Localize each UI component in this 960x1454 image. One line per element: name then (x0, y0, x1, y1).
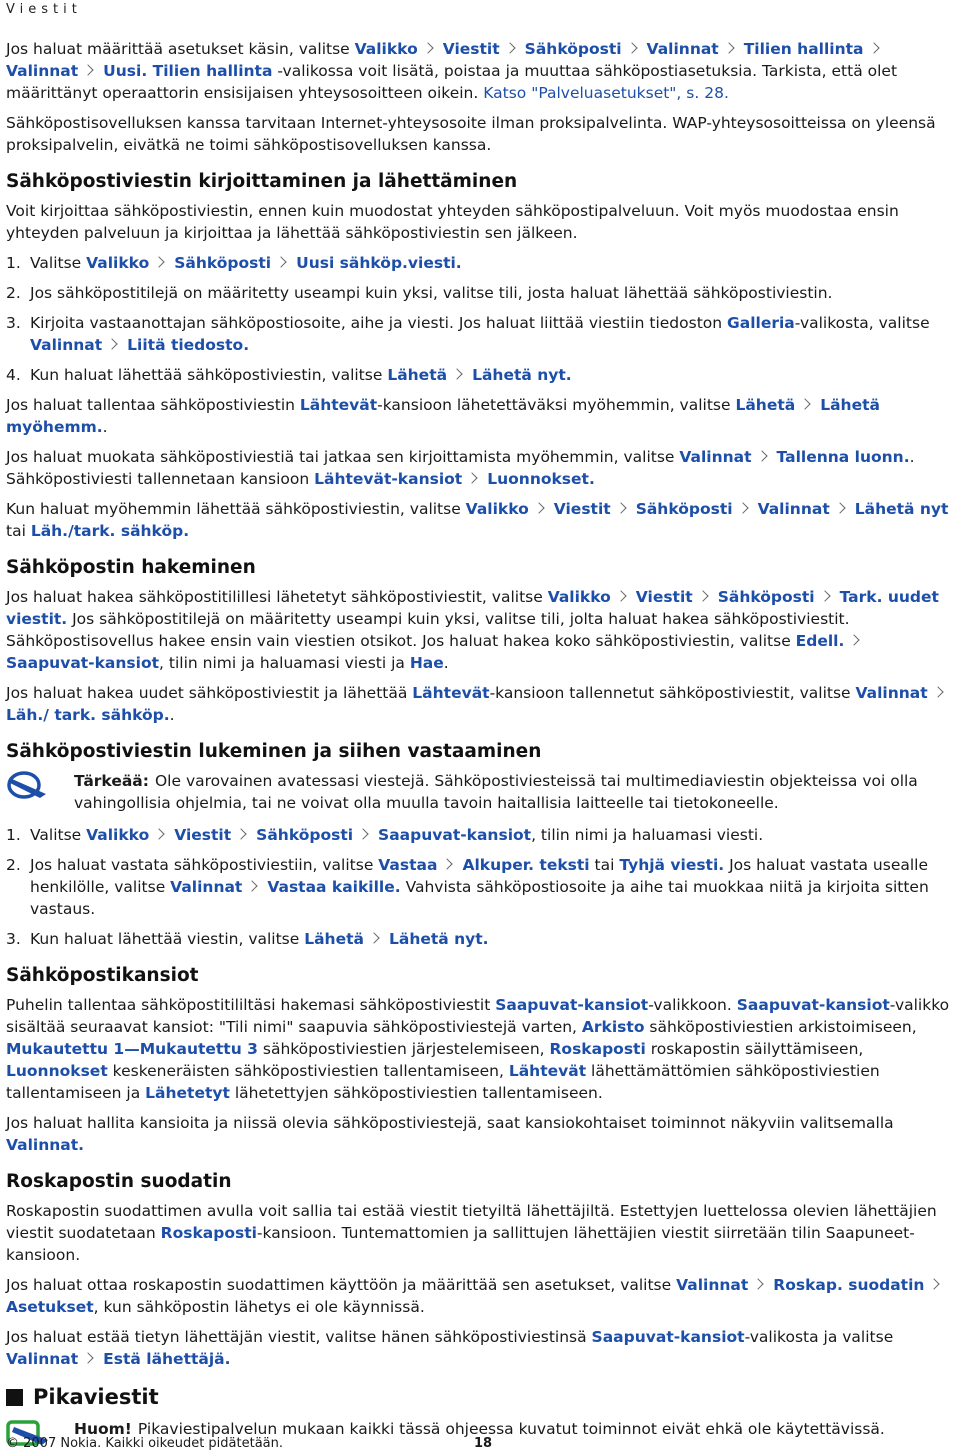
para-internet-ap: Sähköpostisovelluksen kanssa tarvitaan Internet-yhteysosoite ilman proksipalvelinta. WAP-yhteysosoitteissa on yleensä proksipalvelin, eivätkä ne toimi sähköpostisovelluksen kanssa. (6, 114, 936, 154)
link-uusi-sahkopviesti[interactable]: Uusi sähköp.viesti. (296, 254, 462, 272)
chevron-right-icon (615, 590, 626, 601)
chevron-right-icon (753, 1278, 764, 1289)
link-lahetetyt[interactable]: Lähetetyt (145, 1084, 230, 1102)
link-tark-uudet-viestit[interactable]: Tark. uudet viestit. (6, 588, 939, 628)
link-uusi[interactable]: Uusi. (103, 62, 148, 80)
chevron-right-icon (834, 502, 845, 513)
chevron-right-icon (368, 932, 379, 943)
link-valinnat[interactable]: Valinnat (757, 500, 830, 518)
link-lah-tark-sahkop[interactable]: Läh./tark. sähköp. (30, 522, 190, 540)
link-tilien-hallinta[interactable]: Tilien hallinta (743, 40, 864, 58)
running-header: Viestit (6, 2, 82, 17)
link-valikko[interactable]: Valikko (86, 826, 150, 844)
chevron-right-icon (154, 256, 165, 267)
link-roskaposti[interactable]: Roskaposti (160, 1224, 257, 1242)
link-asetukset[interactable]: Asetukset (6, 1298, 94, 1316)
para-send-later: Kun haluat myöhemmin lähettää sähköpostiviestin, valitse Valikko Viestit Sähköposti Valinnat Lähetä nyt tai Läh./tark. sähköp. (6, 500, 949, 540)
para-spam-enable: Jos haluat ottaa roskapostin suodattimen käyttöön ja määrittää sen asetukset, valitse Valinnat Roskap. suodatinAsetukset, kun sähköpostin lähetys ei ole käynnissä. (6, 1274, 954, 1318)
link-valikko[interactable]: Valikko (465, 500, 529, 518)
link-palveluasetukset[interactable]: Katso "Palveluasetukset", s. 28. (483, 84, 729, 102)
para-manage-folders: Jos haluat hallita kansioita ja niissä olevia sähköpostiviestejä, saat kansiokohtaiset toiminnot näkyviin valitsemalla Valinnat. (6, 1114, 894, 1154)
link-viestit[interactable]: Viestit (174, 826, 232, 844)
section-square-icon (6, 1389, 23, 1406)
link-sahkoposti[interactable]: Sähköposti (635, 500, 733, 518)
para-save-draft: Jos haluat muokata sähköpostiviestiä tai jatkaa sen kirjoittamista myöhemmin, valitse Valinnat Tallenna luonn.. Sähköpostiviesti tallennetaan kansioon Lähtevät-kansiot Luonnokset. (6, 448, 915, 488)
copyright: © 2007 Nokia. Kaikki oikeudet pidätetään. (6, 1436, 283, 1451)
link-saapuvat-kansiot[interactable]: Saapuvat-kansiot (495, 996, 649, 1014)
chevron-right-icon (154, 828, 165, 839)
chevron-right-icon (504, 42, 515, 53)
heading-email-folders: Sähköpostikansiot (6, 965, 199, 986)
link-lah-tark-sahkop[interactable]: Läh./ tark. sähköp. (6, 706, 170, 724)
term-tilien-hallinta: Tilien hallinta (147, 62, 273, 80)
chevron-right-icon (929, 1278, 940, 1289)
link-laheta[interactable]: Lähetä (735, 396, 796, 414)
heading-spam-filter: Roskapostin suodatin (6, 1171, 232, 1192)
link-vastaa[interactable]: Vastaa (378, 856, 438, 874)
list-item: 2. Jos sähköpostitilejä on määritetty useampi kuin yksi, valitse tili, josta haluat lähettää sähköpostiviestin. (6, 284, 833, 302)
link-luonnokset[interactable]: Luonnokset (6, 1062, 108, 1080)
link-valinnat[interactable]: Valinnat (6, 62, 79, 80)
chevron-right-icon (235, 828, 246, 839)
page-number: 18 (474, 1436, 493, 1451)
list-item: 3. Kirjoita vastaanottajan sähköpostiosoite, aihe ja viesti. Jos haluat liittää viestiin tiedoston Galleria-valikosta, valitse Valinnat Liitä tiedosto. (6, 314, 930, 354)
link-saapuvat-kansiot[interactable]: Saapuvat-kansiot (591, 1328, 745, 1346)
link-valinnat[interactable]: Valinnat (30, 336, 103, 354)
link-viestit[interactable]: Viestit (553, 500, 611, 518)
link-galleria[interactable]: Galleria (727, 314, 795, 332)
list-item: 3. Kun haluat lähettää viestin, valitse Lähetä Lähetä nyt. (6, 930, 489, 948)
chevron-right-icon (83, 64, 94, 75)
chevron-right-icon (932, 686, 943, 697)
link-valikko[interactable]: Valikko (86, 254, 150, 272)
link-tyhja-viesti[interactable]: Tyhjä viesti. (619, 856, 725, 874)
heading-fetch-email: Sähköpostin hakeminen (6, 557, 256, 578)
warning-note: Tärkeää: Ole varovainen avatessasi viestejä. Sähköpostiviesteissä tai multimediaviestin objekteissa voi olla vahingollisia ohjelmia, tai ne voivat olla muulla tavoin haitallisia laitteelle tai tietokoneelle. (6, 770, 954, 814)
link-valinnat[interactable]: Valinnat (6, 1350, 79, 1368)
chevron-right-icon (737, 502, 748, 513)
link-alkuper-teksti[interactable]: Alkuper. teksti (462, 856, 590, 874)
chevron-right-icon (357, 828, 368, 839)
page-footer (6, 1436, 954, 1451)
para-fetch-send: Jos haluat hakea uudet sähköpostiviestit ja lähettää Lähtevät-kansioon tallennetut sähköpostiviestit, valitse ValinnatLäh./ tark. sähköp.. (6, 682, 954, 726)
para-block-sender: Jos haluat estää tietyn lähettäjän viestit, valitse hänen sähköpostiviestinsä Saapuvat-kansiot-valikosta ja valitse Valinnat Estä lähettäjä. (6, 1328, 894, 1368)
link-sahkoposti[interactable]: Sähköposti (256, 826, 354, 844)
chevron-right-icon (442, 858, 453, 869)
chevron-right-icon (467, 472, 478, 483)
chevron-right-icon (723, 42, 734, 53)
chevron-right-icon (533, 502, 544, 513)
link-roskaposti[interactable]: Roskaposti (549, 1040, 646, 1058)
link-lahtevat[interactable]: Lähtevät (412, 684, 490, 702)
link-laheta-nyt[interactable]: Lähetä nyt. (472, 366, 572, 384)
link-luonnokset[interactable]: Luonnokset. (487, 470, 595, 488)
chevron-right-icon (422, 42, 433, 53)
link-mukautettu-3[interactable]: Mukautettu 3 (139, 1040, 258, 1058)
info-note: Huom! Pikaviestipalvelun mukaan kaikki tässä ohjeessa kuvatut toiminnot eivät ehkä ole käytettävissä. (6, 1418, 954, 1440)
link-viestit[interactable]: Viestit (635, 588, 693, 606)
chevron-right-icon (107, 338, 118, 349)
chevron-right-icon (247, 880, 258, 891)
link-laheta-nyt[interactable]: Lähetä nyt. (388, 930, 489, 948)
para-save-outbox: Jos haluat tallentaa sähköpostiviestin Lähtevät-kansioon lähetettäväksi myöhemmin, valitse Lähetä Lähetä myöhemm.. (6, 396, 880, 436)
chevron-right-icon (819, 590, 830, 601)
link-lahtevat[interactable]: Lähtevät (299, 396, 378, 414)
link-viestit[interactable]: Viestit (442, 40, 500, 58)
chevron-right-icon (868, 42, 879, 53)
chevron-right-icon (697, 590, 708, 601)
link-hae[interactable]: Hae (409, 654, 444, 672)
link-laheta[interactable]: Lähetä (387, 366, 448, 384)
heading-write-email: Sähköpostiviestin kirjoittaminen ja lähettäminen (6, 171, 518, 192)
content (6, 38, 954, 1450)
list-item: 4. Kun haluat lähettää sähköpostiviestin, valitse Lähetä Lähetä nyt. (6, 366, 572, 384)
para-spam: Roskapostin suodattimen avulla voit sallia tai estää viestit tietyiltä lähettäjiltä. Estettyjen luettelossa olevien lähettäjien viestit suodatetaan Roskaposti-kansioon. Tuntemattomien ja sallittujen lähettäjien viestit siirretään tilin Saapuneet-kansioon. (6, 1202, 937, 1264)
link-lahtevat-kansiot[interactable]: Lähtevät-kansiot (314, 470, 463, 488)
link-liita-tiedosto[interactable]: Liitä tiedosto. (127, 336, 250, 354)
para-manual-settings: Jos haluat määrittää asetukset käsin, valitse Valikko Viestit Sähköposti Valinnat Tilien hallintaValinnat Uusi. Tilien hallinta -valikossa voit lisätä, poistaa ja muuttaa sähköpostiasetuksia. Tarkista, että olet määrittänyt operaattorin ensisijaisen yhteysosoitteen oikein. Katso "Palveluasetukset", s. 28. (6, 40, 898, 102)
chevron-right-icon (626, 42, 637, 53)
link-vastaa-kaikille[interactable]: Vastaa kaikille. (267, 878, 401, 896)
list-item: 1. Valitse Valikko Sähköposti Uusi sähköp.viesti. (6, 254, 462, 272)
chevron-right-icon (83, 1352, 94, 1363)
link-valinnat[interactable]: Valinnat. (6, 1136, 85, 1154)
chevron-right-icon (615, 502, 626, 513)
link-laheta[interactable]: Lähetä (304, 930, 364, 948)
link-tallenna-luonn[interactable]: Tallenna luonn. (776, 448, 910, 466)
para-write-intro: Voit kirjoittaa sähköpostiviestin, ennen kuin muodostat yhteyden sähköpostipalveluun. Voit myös muodostaa ensin yhteyden palveluun ja kirjoittaa ja lähettää sähköpostiviestin sen jälkeen. (6, 202, 899, 242)
link-saapuvat-kansiot[interactable]: Saapuvat-kansiot (736, 996, 890, 1014)
warning-icon (6, 770, 50, 800)
para-folders: Puhelin tallentaa sähköpostitililtäsi hakemasi sähköpostiviestit Saapuvat-kansiot-valikkoon. Saapuvat-kansiot-valikko sisältää seuraavat kansiot: "Tili nimi" saapuvia sähköpostiviestejä varten, Arkisto sähköpostiviestien arkistoimiseen, Mukautettu 1—Mukautettu 3 sähköpostiviestien järjestelemiseen, Roskaposti roskapostin säilyttämiseen, Luonnokset keskeneräisten sähköpostiviestien tallentamiseen, Lähtevät lähettämättömien sähköpostiviestien tallentamiseen ja Lähetetyt lähetettyjen sähköpostiviestien tallentamiseen. (6, 996, 950, 1102)
link-valikko[interactable]: Valikko (354, 40, 418, 58)
link-arkisto[interactable]: Arkisto (581, 1018, 645, 1036)
link-sahkoposti[interactable]: Sähköposti (717, 588, 815, 606)
link-mukautettu-1[interactable]: Mukautettu 1 (6, 1040, 125, 1058)
link-laheta-myohemm[interactable]: Lähetä myöhemm. (6, 396, 880, 436)
link-sahkoposti[interactable]: Sähköposti (524, 40, 622, 58)
link-roskap-suodatin[interactable]: Roskap. suodatin (773, 1276, 925, 1294)
link-valinnat[interactable]: Valinnat (679, 448, 752, 466)
link-lahtevat[interactable]: Lähtevät (508, 1062, 587, 1080)
link-valinnat[interactable]: Valinnat (676, 1276, 749, 1294)
link-sahkoposti[interactable]: Sähköposti (174, 254, 272, 272)
list-item: 1. Valitse Valikko Viestit Sähköposti Saapuvat-kansiot, tilin nimi ja haluamasi viesti. (6, 826, 764, 844)
chevron-right-icon (756, 450, 767, 461)
chevron-right-icon (800, 398, 811, 409)
link-valinnat[interactable]: Valinnat (646, 40, 719, 58)
para-fetch: Jos haluat hakea sähköpostitilillesi lähetetyt sähköpostiviestit, valitse Valikko Viestit Sähköposti Tark. uudet viestit. Jos sähköpostitilejä on määritetty useampi kuin yksi, valitse tili, jolta haluat hakea sähköpostiviestit. Sähköpostisovellus hakee ensin vain viestien otsikot. Jos haluat hakea koko sähköpostiviestin, valitse Edell.Saapuvat-kansiot, tilin nimi ja haluamasi viesti ja Hae. (6, 588, 939, 672)
link-saapuvat-kansiot[interactable]: Saapuvat-kansiot (378, 826, 532, 844)
heading-instant-messages: Pikaviestit (6, 1384, 954, 1410)
link-valinnat[interactable]: Valinnat (170, 878, 243, 896)
chevron-right-icon (275, 256, 286, 267)
link-valikko[interactable]: Valikko (547, 588, 611, 606)
link-edell[interactable]: Edell. (795, 632, 845, 650)
chevron-right-icon (849, 634, 860, 645)
list-item: 2. Jos haluat vastata sähköpostiviestiin, valitse Vastaa Alkuper. teksti tai Tyhjä viesti. Jos haluat vastata usealle henkilölle, valitse Valinnat Vastaa kaikille. Vahvista sähköpostiosoite ja aihe tai muokkaa niitä ja kirjoita sitten vastaus. (6, 856, 929, 918)
chevron-right-icon (451, 368, 462, 379)
link-esta-lahettaja[interactable]: Estä lähettäjä. (103, 1350, 231, 1368)
link-valinnat[interactable]: Valinnat (855, 684, 928, 702)
link-saapuvat-kansiot[interactable]: Saapuvat-kansiot (6, 654, 160, 672)
link-laheta-nyt[interactable]: Lähetä nyt (854, 500, 949, 518)
heading-read-reply: Sähköpostiviestin lukeminen ja siihen vastaaminen (6, 741, 542, 762)
